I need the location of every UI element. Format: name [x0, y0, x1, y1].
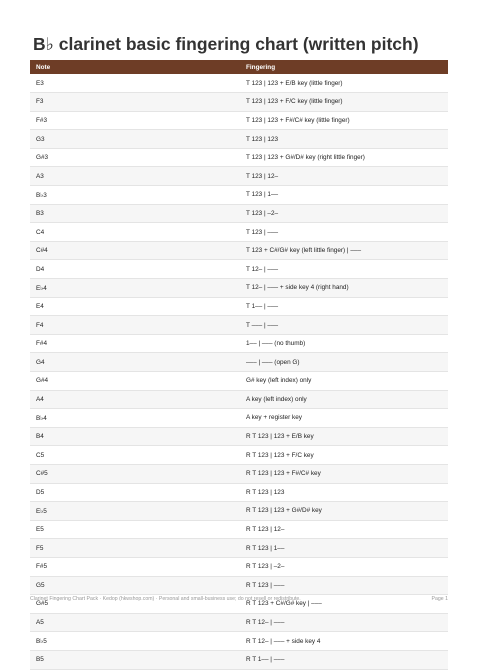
note-cell: F4 — [30, 316, 240, 335]
note-cell: D5 — [30, 483, 240, 502]
fingering-cell: T 123 | 123 + F#/C# key (little finger) — [240, 111, 448, 130]
fingering-cell: R T 123 | 123 + F/C key — [240, 446, 448, 465]
fingering-cell: A key + register key — [240, 409, 448, 428]
table-row — [30, 353, 448, 372]
note-cell: E♭4 — [30, 279, 240, 298]
fingering-cell: T 123 | 1–– — [240, 186, 448, 205]
fingering-cell: R T 123 | ––– — [240, 576, 448, 595]
note-cell: B5 — [30, 650, 240, 669]
fingering-cell: ––– | ––– (open G) — [240, 353, 448, 372]
note-cell: G3 — [30, 130, 240, 149]
fingering-cell: R T 1–– | ––– — [240, 650, 448, 669]
fingering-cell: T 12– | ––– + side key 4 (right hand) — [240, 279, 448, 298]
note-cell: B♭3 — [30, 186, 240, 205]
table-row — [30, 557, 448, 576]
table-row — [30, 297, 448, 316]
note-cell: C5 — [30, 446, 240, 465]
table-row — [30, 520, 448, 539]
table-row — [30, 632, 448, 651]
table-row — [30, 204, 448, 223]
fingering-cell: T 123 + C#/G# key (left little finger) | ––– — [240, 241, 448, 260]
table-row — [30, 502, 448, 521]
note-cell: A3 — [30, 167, 240, 186]
table-row — [30, 167, 448, 186]
note-cell: C#5 — [30, 464, 240, 483]
table-row — [30, 93, 448, 112]
table-row — [30, 390, 448, 409]
fingering-cell: T 12– | ––– — [240, 260, 448, 279]
header-fingering: Fingering — [240, 60, 448, 74]
table-row — [30, 279, 448, 298]
fingering-cell: T 123 | –2– — [240, 204, 448, 223]
fingering-cell: R T 123 | –2– — [240, 557, 448, 576]
note-cell: F5 — [30, 539, 240, 558]
fingering-cell: R T 12– | ––– — [240, 613, 448, 632]
table-row — [30, 111, 448, 130]
table-row — [30, 464, 448, 483]
table-row — [30, 74, 448, 93]
table-row — [30, 148, 448, 167]
fingering-cell: R T 123 | 123 + F#/C# key — [240, 464, 448, 483]
note-cell: B♭4 — [30, 409, 240, 428]
table-row — [30, 539, 448, 558]
table-row — [30, 372, 448, 391]
note-cell: C#4 — [30, 241, 240, 260]
page-title: B♭ clarinet basic fingering chart (written pitch) — [33, 34, 419, 54]
note-cell: F#4 — [30, 334, 240, 353]
fingering-cell: R T 123 | 123 + E/B key — [240, 427, 448, 446]
table-row — [30, 241, 448, 260]
table-header-row — [30, 60, 448, 74]
table-row — [30, 130, 448, 149]
note-cell: F#3 — [30, 111, 240, 130]
table-row — [30, 446, 448, 465]
note-cell: C4 — [30, 223, 240, 242]
table-row — [30, 650, 448, 669]
fingering-cell: R T 123 | 123 + G#/D# key — [240, 502, 448, 521]
fingering-cell: 1–– | ––– (no thumb) — [240, 334, 448, 353]
fingering-cell: R T 123 + C#/G# key | ––– — [240, 595, 448, 614]
fingering-cell: T 1–– | ––– — [240, 297, 448, 316]
table-row — [30, 223, 448, 242]
page-number: Page 1 — [431, 596, 448, 602]
fingering-cell: T ––– | ––– — [240, 316, 448, 335]
fingering-cell: T 123 | 123 + G#/D# key (right little finger) — [240, 148, 448, 167]
note-cell: A5 — [30, 613, 240, 632]
note-cell: B♭5 — [30, 632, 240, 651]
fingering-table — [30, 60, 448, 670]
note-cell: B3 — [30, 204, 240, 223]
note-cell: G4 — [30, 353, 240, 372]
fingering-cell: T 123 | 12– — [240, 167, 448, 186]
note-cell: D4 — [30, 260, 240, 279]
note-cell: G5 — [30, 576, 240, 595]
note-cell: F3 — [30, 93, 240, 112]
table-body — [30, 74, 448, 669]
table-row — [30, 613, 448, 632]
fingering-cell: R T 123 | 123 — [240, 483, 448, 502]
fingering-cell: T 123 | ––– — [240, 223, 448, 242]
footer-text: Clarinet Fingering Chart Pack · Kedop (hkwshop.com) · Personal and small-business use; do not resell or redistribute. — [30, 596, 301, 602]
fingering-cell: T 123 | 123 — [240, 130, 448, 149]
fingering-cell: T 123 | 123 + F/C key (little finger) — [240, 93, 448, 112]
table-row — [30, 427, 448, 446]
table-row — [30, 334, 448, 353]
fingering-cell: T 123 | 123 + E/B key (little finger) — [240, 74, 448, 93]
note-cell: F#5 — [30, 557, 240, 576]
note-cell: G#4 — [30, 372, 240, 391]
fingering-cell: R T 123 | 12– — [240, 520, 448, 539]
note-cell: E♭5 — [30, 502, 240, 521]
note-cell: G#5 — [30, 595, 240, 614]
fingering-cell: A key (left index) only — [240, 390, 448, 409]
table-row — [30, 186, 448, 205]
table-row — [30, 409, 448, 428]
fingering-cell: R T 123 | 1–– — [240, 539, 448, 558]
note-cell: E4 — [30, 297, 240, 316]
table-row — [30, 316, 448, 335]
note-cell: G#3 — [30, 148, 240, 167]
note-cell: B4 — [30, 427, 240, 446]
note-cell: E5 — [30, 520, 240, 539]
table-row — [30, 260, 448, 279]
fingering-cell: G# key (left index) only — [240, 372, 448, 391]
header-note: Note — [30, 60, 240, 74]
fingering-cell: R T 12– | ––– + side key 4 — [240, 632, 448, 651]
table-row — [30, 576, 448, 595]
note-cell: A4 — [30, 390, 240, 409]
table-row — [30, 483, 448, 502]
note-cell: E3 — [30, 74, 240, 93]
